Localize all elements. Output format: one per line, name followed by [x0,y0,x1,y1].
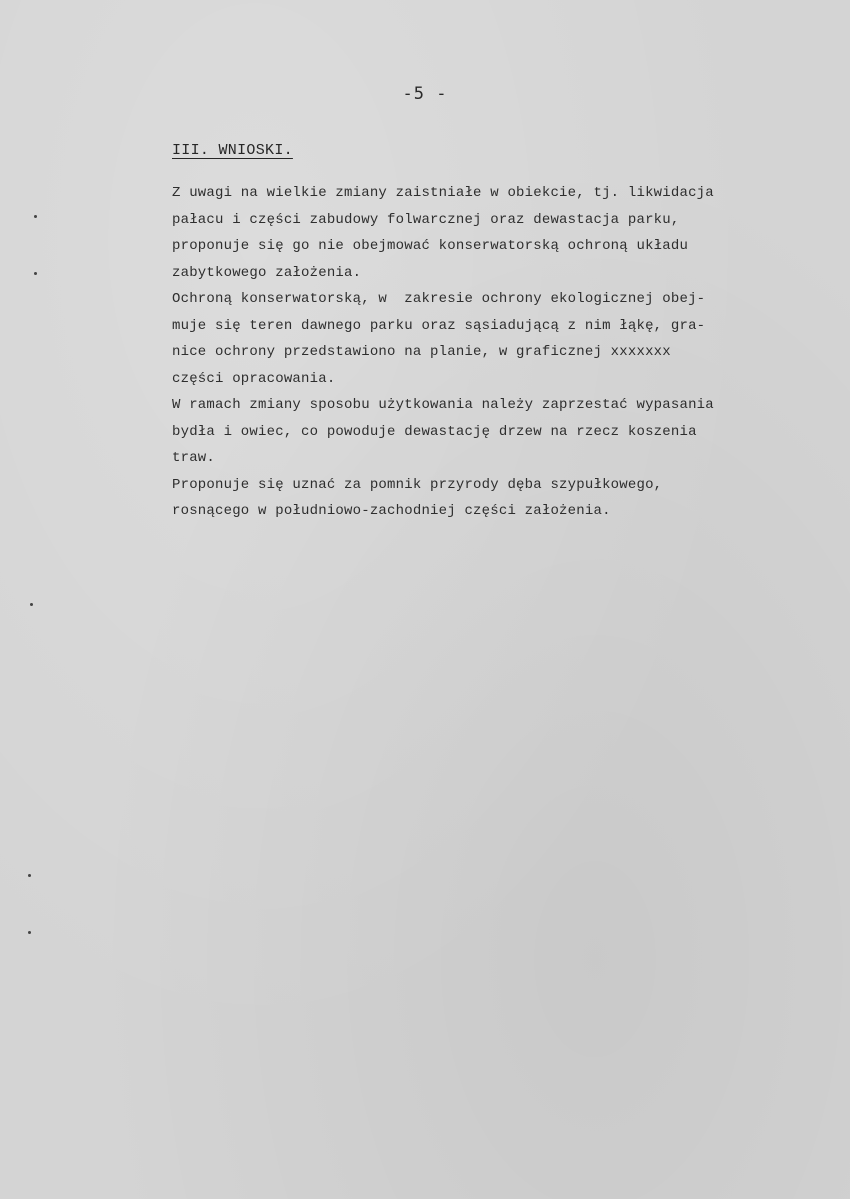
text-line: muje się teren dawnego parku oraz sąsiadującą z nim łąkę, gra- [172,317,706,334]
text-line: Proponuje się uznać za pomnik przyrody dęba szypułkowego, [172,476,663,493]
binding-hole-mark [30,603,33,606]
text-line: W ramach zmiany sposobu użytkowania należy zaprzestać wypasania [172,397,714,413]
text-line: traw. [172,450,216,466]
text-line: pałacu i części zabudowy folwarcznej oraz dewastacja parku, [172,211,680,228]
section-heading: III. WNIOSKI. [172,142,293,159]
binding-hole-mark [28,874,31,877]
page-number: -5 - [402,84,448,104]
text-line: Ochroną konserwatorską, w zakresie ochrony ekologicznej obej- [172,291,706,307]
text-line: rosnącego w południowo-zachodniej części założenia. [172,503,611,519]
binding-hole-mark [34,215,37,218]
text-line: proponuje się go nie obejmować konserwatorską ochroną układu [172,238,689,254]
text-line: nice ochrony przedstawiono na planie, w graficznej xxxxxxx [172,344,671,360]
body-text [172,180,832,525]
binding-hole-mark [28,931,31,934]
binding-hole-mark [34,272,37,275]
text-line: zabytkowego założenia. [172,264,362,281]
text-line: bydła i owiec, co powoduje dewastację drzew na rzecz koszenia [172,423,697,440]
text-line: części opracowania. [172,370,336,387]
text-line: Z uwagi na wielkie zmiany zaistniałe w obiekcie, tj. likwidacja [172,185,714,201]
